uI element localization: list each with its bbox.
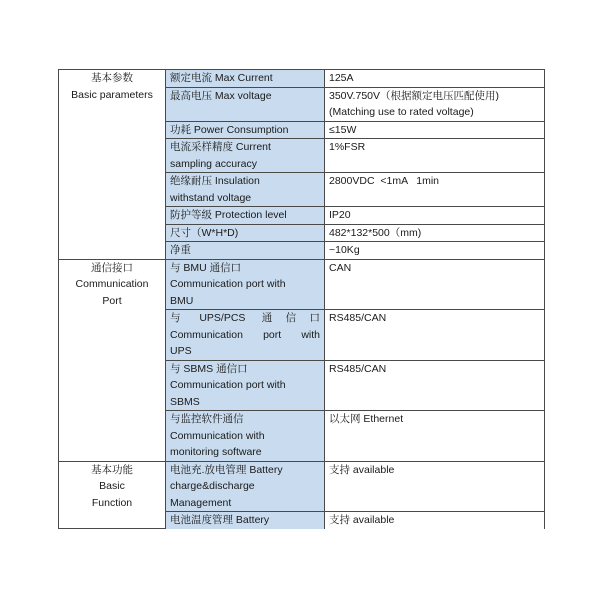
- param-cell: 与 UPS/PCS 通 信 口 Communication port with UPS: [166, 310, 325, 361]
- param-cell: 与监控软件通信 Communication with monitoring software: [166, 411, 325, 462]
- value-cell: 支持 available: [325, 461, 545, 512]
- param-cell: 绝缘耐压 Insulation withstand voltage: [166, 173, 325, 207]
- param-cell: 最高电压 Max voltage: [166, 87, 325, 121]
- param-cell: 电流采样精度 Current sampling accuracy: [166, 139, 325, 173]
- value-cell: CAN: [325, 259, 545, 310]
- value-cell: IP20: [325, 207, 545, 225]
- param-cell: 电池温度管理 Battery: [166, 512, 325, 529]
- category-cell-communication-port: 通信接口 Communication Port: [59, 259, 166, 461]
- table-row: [59, 70, 545, 88]
- value-cell: ~10Kg: [325, 242, 545, 260]
- value-cell: 2800VDC <1mA 1min: [325, 173, 545, 207]
- value-cell: ≤15W: [325, 121, 545, 139]
- table-row: [59, 461, 545, 512]
- param-cell: 防护等级 Protection level: [166, 207, 325, 225]
- category-cell-basic-parameters: 基本参数 Basic parameters: [59, 70, 166, 260]
- param-cell: 与 SBMS 通信口 Communication port with SBMS: [166, 360, 325, 411]
- value-cell: 支持 available: [325, 512, 545, 529]
- param-cell: 与 BMU 通信口 Communication port with BMU: [166, 259, 325, 310]
- param-cell: 净重: [166, 242, 325, 260]
- value-cell: 1%FSR: [325, 139, 545, 173]
- value-cell: 以太网 Ethernet: [325, 411, 545, 462]
- value-cell: 125A: [325, 70, 545, 88]
- table-row: [59, 259, 545, 310]
- spec-table: [58, 69, 545, 529]
- param-cell: 电池充.放电管理 Battery charge&discharge Management: [166, 461, 325, 512]
- param-cell: 尺寸（W*H*D): [166, 224, 325, 242]
- category-cell-basic-function: 基本功能 Basic Function: [59, 461, 166, 529]
- value-cell: 482*132*500（mm): [325, 224, 545, 242]
- value-cell: RS485/CAN: [325, 310, 545, 361]
- value-cell: RS485/CAN: [325, 360, 545, 411]
- value-cell: 350V.750V（根据额定电压匹配使用) (Matching use to rated voltage): [325, 87, 545, 121]
- param-cell: 功耗 Power Consumption: [166, 121, 325, 139]
- param-cell: 额定电流 Max Current: [166, 70, 325, 88]
